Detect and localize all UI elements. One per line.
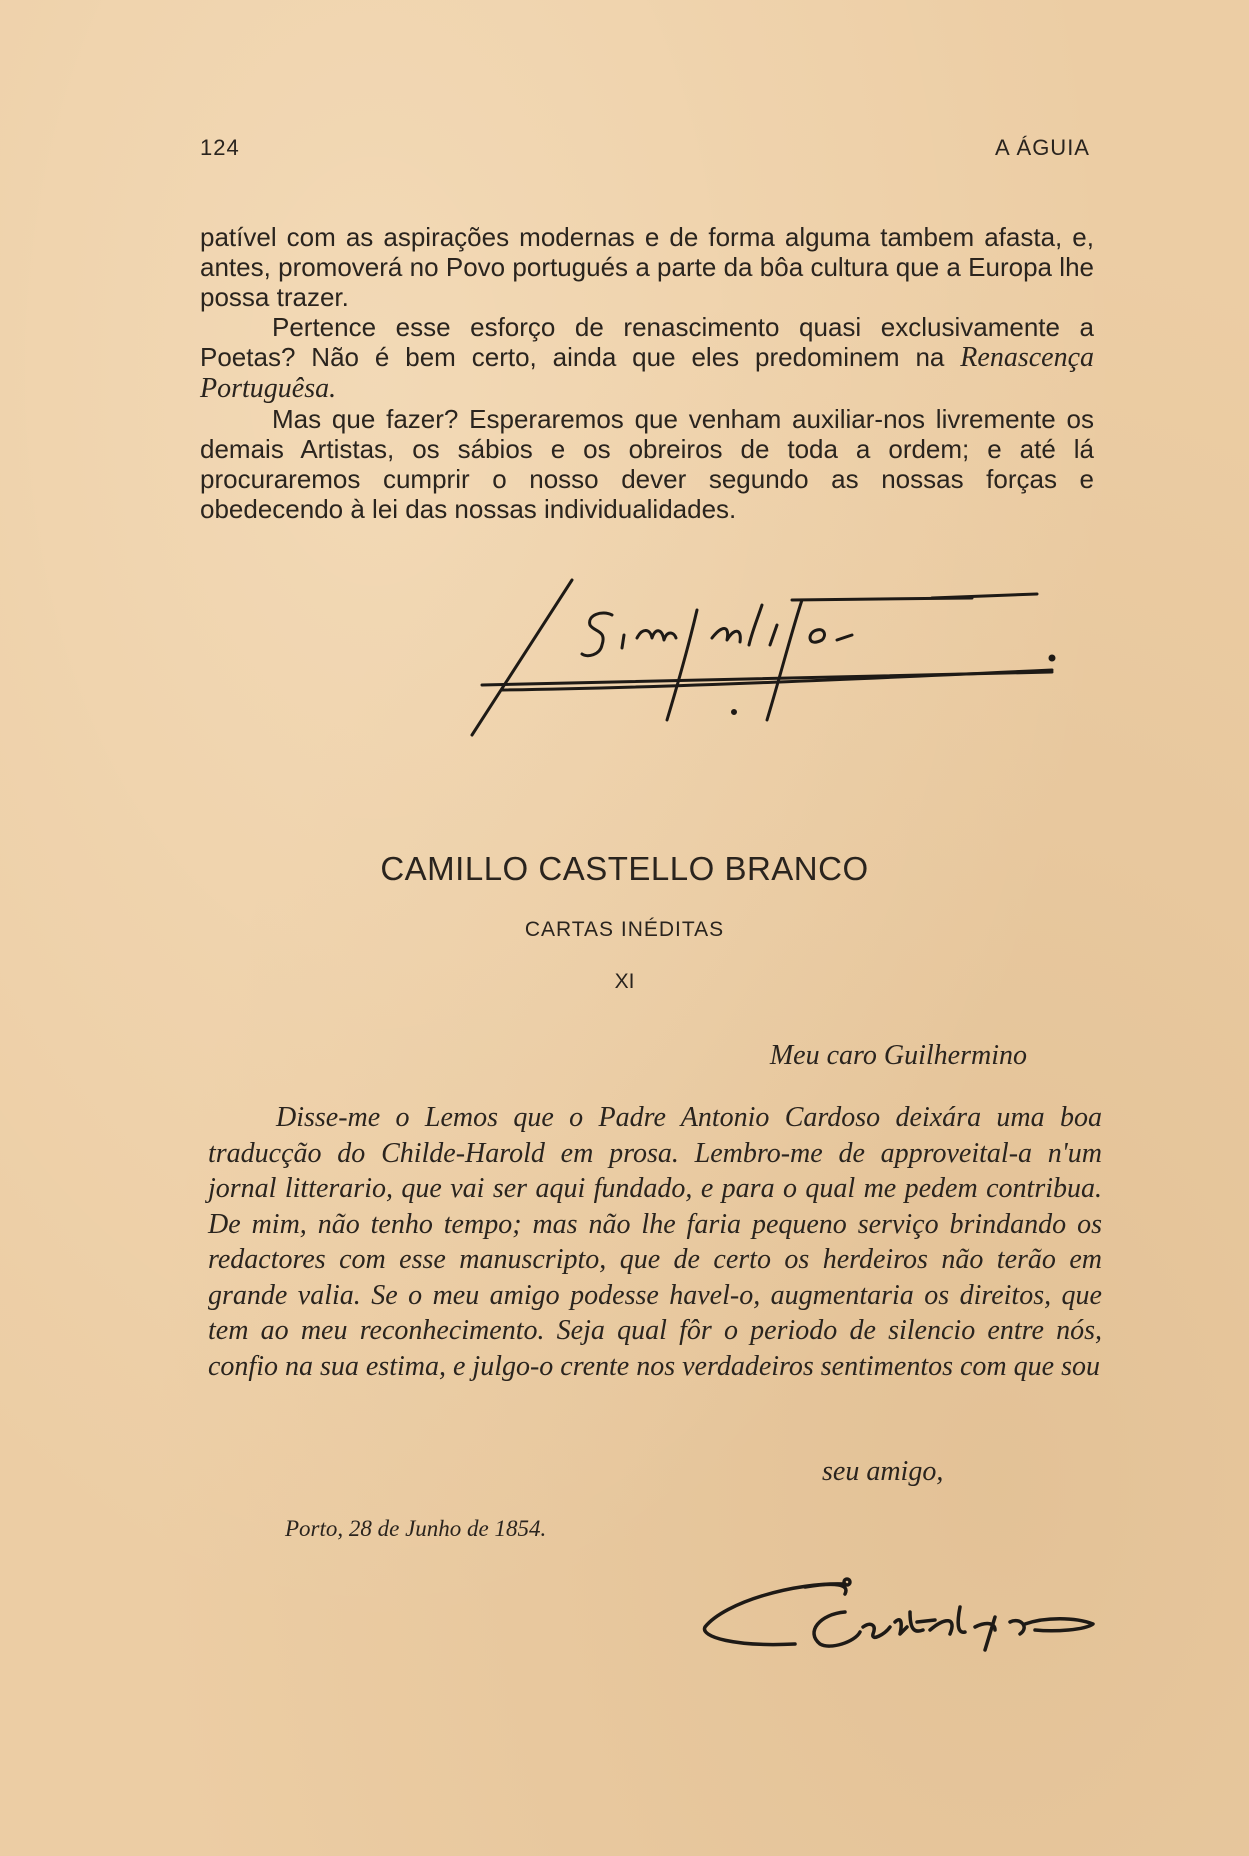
letter-body: Disse-me o Lemos que o Padre Antonio Cardoso deixára uma boa traducção do Childe-Harold em prosa. Lembro-me de approveital-a n'um jornal litterario, que vai ser aqui fundado, e para o qual me pedem contribua. De mim, não tenho tempo; mas não lhe faria pequeno serviço brindando os redactores com esse manuscripto, que de certo os herdeiros não terão em grande valia. Se o meu amigo podesse havel-o, augmentaria os direitos, que tem ao meu reconhecimento. Seja qual fôr o periodo de silencio entre nós, confio na sua estima, e julgo-o crente nos verdadeiros sentimentos com que sou xyxy=(208,1102,1102,1382)
letter-salutation: Meu caro Guilhermino xyxy=(769,1040,1027,1071)
letter-number: XI xyxy=(614,970,635,993)
intro-text xyxy=(200,222,1094,524)
page-header xyxy=(200,135,1090,167)
intro-paragraph-2 xyxy=(200,312,1094,404)
letter-closing: seu amigo, xyxy=(822,1456,944,1487)
handwritten-signature-2 xyxy=(695,1572,1105,1672)
letter-place-date: Porto, 28 de Junho de 1854. xyxy=(285,1516,547,1541)
article-title: CAMILLO CASTELLO BRANCO xyxy=(380,850,869,887)
intro-paragraph-1: patível com as aspirações modernas e de forma alguma tambem afasta, e, antes, promoverá no Povo portugués a parte da bôa cultura que a Europa lhe possa trazer. xyxy=(200,222,1094,312)
handwritten-signature-1 xyxy=(462,570,1082,740)
intro-paragraph-2-text: Pertence esse esforço de renascimento quasi exclusivamente a Poetas? Não é bem certo, ainda que eles predominem na xyxy=(200,312,1094,372)
page-number: 124 xyxy=(200,135,240,160)
article-subtitle: CARTAS INÉDITAS xyxy=(524,918,725,941)
running-title: A ÁGUIA xyxy=(994,135,1090,160)
intro-paragraph-3: Mas que fazer? Esperaremos que venham auxiliar-nos livremente os demais Artistas, os sábios e os obreiros de toda a ordem; e até lá procuraremos cumprir o nosso dever segundo as nossas forças e obedecendo à lei das nossas individualidades. xyxy=(200,404,1094,524)
intro-paragraph-2-emphasis: Renascença Portuguêsa. xyxy=(200,342,1094,404)
